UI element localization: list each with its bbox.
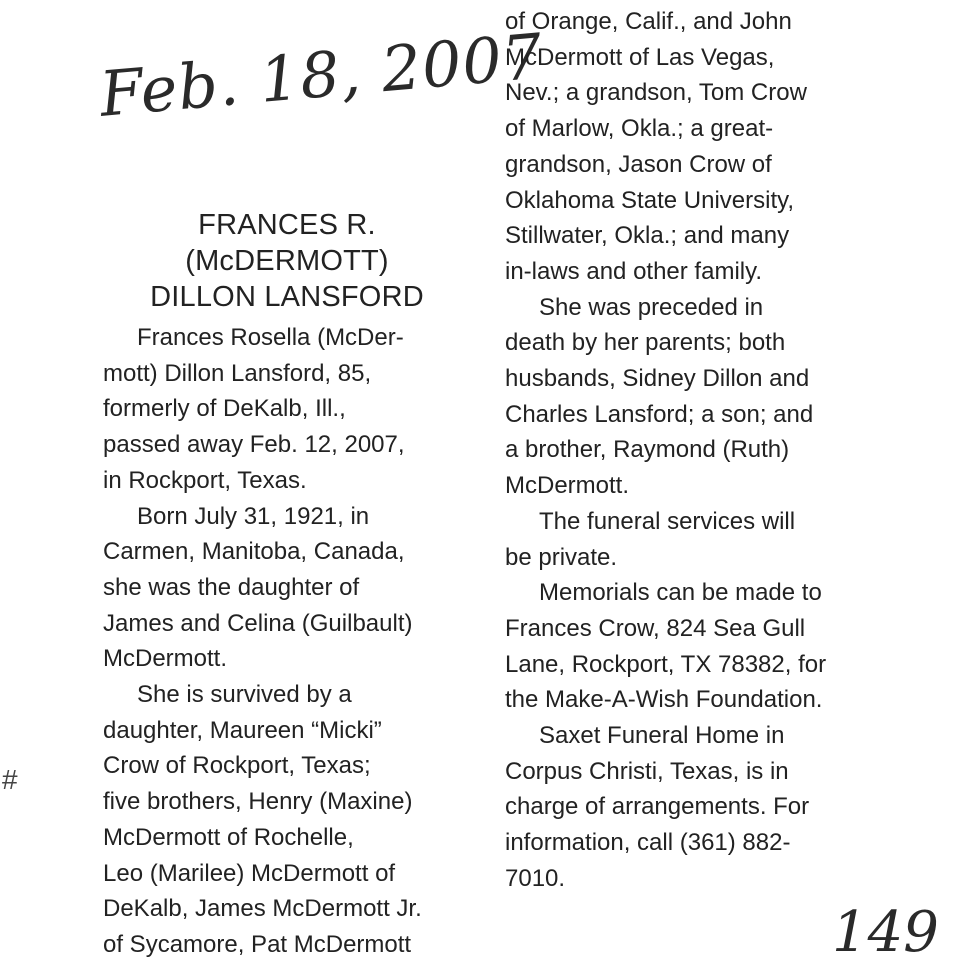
text-line: Carmen, Manitoba, Canada,: [103, 538, 405, 566]
text-line: Frances Rosella (McDer-: [137, 324, 404, 351]
text-line: She is survived by a: [137, 681, 352, 709]
left-column: [103, 207, 463, 963]
heading-line-3: DILLON LANSFORD: [150, 281, 424, 313]
margin-mark: #: [2, 764, 18, 795]
text-line: McDermott.: [505, 472, 630, 500]
text-line: Born July 31, 1921, in: [137, 502, 370, 530]
text-line: Frances Crow, 824 Sea Gull: [505, 614, 806, 642]
text-line: husbands, Sidney Dillon and: [505, 365, 810, 393]
text-line: the Make-A-Wish Foundation.: [505, 686, 823, 714]
text-line: Lane, Rockport, TX 78382, for: [505, 650, 827, 678]
text-line: Leo (Marilee) McDermott of: [103, 859, 396, 887]
text-line: Oklahoma State University,: [505, 186, 794, 214]
handwritten-page-number: 149: [832, 900, 939, 965]
text-line: James and Celina (Guilbault): [103, 609, 413, 637]
text-line: Corpus Christi, Texas, is in: [505, 757, 789, 785]
text-line: death by her parents; both: [505, 329, 786, 357]
heading-line-1: FRANCES R.: [198, 209, 376, 241]
right-column: [505, 4, 885, 897]
text-line: grandson, Jason Crow of: [505, 150, 772, 178]
text-line: DeKalb, James McDermott Jr.: [103, 895, 422, 923]
text-line: Crow of Rockport, Texas;: [103, 752, 371, 780]
text-line: information, call (361) 882-: [505, 829, 791, 857]
text-line: charge of arrangements. For: [505, 793, 810, 821]
text-line: Nev.; a grandson, Tom Crow: [505, 79, 807, 107]
text-line: of Sycamore, Pat McDermott: [103, 930, 412, 958]
text-line: five brothers, Henry (Maxine): [103, 788, 413, 816]
text-line: of Marlow, Okla.; a great-: [505, 115, 774, 143]
text-line: in Rockport, Texas.: [103, 466, 307, 494]
text-line: Saxet Funeral Home in: [539, 722, 785, 750]
text-line: she was the daughter of: [103, 573, 360, 601]
text-line: McDermott of Rochelle,: [103, 823, 354, 851]
text-line: be private.: [505, 543, 618, 571]
text-line: Charles Lansford; a son; and: [505, 400, 814, 428]
heading-line-2: (McDERMOTT): [185, 245, 389, 277]
text-line: in-laws and other family.: [505, 257, 762, 285]
obituary-heading: [103, 207, 463, 315]
text-line: formerly of DeKalb, Ill.,: [103, 395, 346, 423]
text-line: Memorials can be made to: [539, 579, 822, 607]
text-line: The funeral services will: [539, 507, 796, 535]
text-line: mott) Dillon Lansford, 85,: [103, 359, 372, 387]
text-line: 7010.: [505, 864, 566, 892]
text-line: McDermott of Las Vegas,: [505, 43, 775, 71]
handwritten-date: Feb. 18, 2007: [96, 19, 547, 131]
text-line: She was preceded in: [539, 293, 764, 321]
text-line: of Orange, Calif., and John: [505, 8, 792, 35]
text-line: a brother, Raymond (Ruth): [505, 436, 790, 464]
text-line: McDermott.: [103, 645, 228, 673]
text-line: Stillwater, Okla.; and many: [505, 222, 790, 250]
text-line: daughter, Maureen “Micki”: [103, 716, 382, 744]
text-line: passed away Feb. 12, 2007,: [103, 431, 405, 459]
